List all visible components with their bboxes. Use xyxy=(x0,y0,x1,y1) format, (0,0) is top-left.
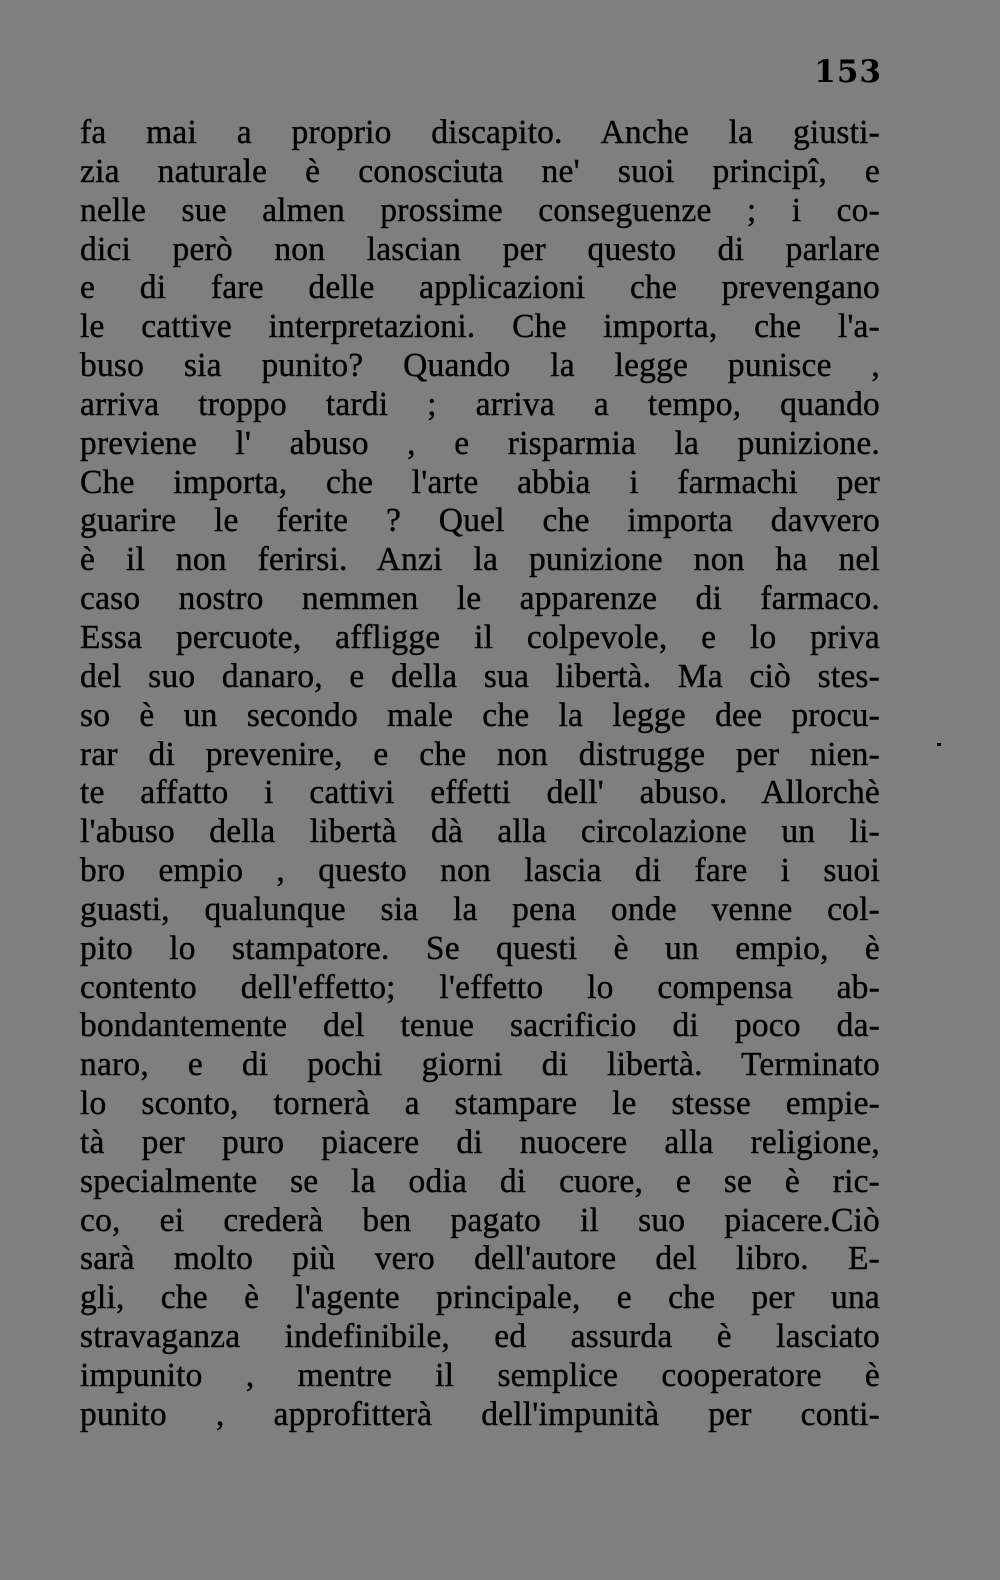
text-line: sarà molto più vero dell'autore del libro. E- xyxy=(80,1240,880,1278)
text-line: punito , approfitterà dell'impunità per conti- xyxy=(80,1395,880,1433)
text-line: caso nostro nemmen le apparenze di farmaco. xyxy=(80,580,880,618)
text-line: nelle sue almen prossime conseguenze ; i co- xyxy=(80,191,880,229)
text-line: Che importa, che l'arte abbia i farmachi per xyxy=(80,463,880,501)
text-line: fa mai a proprio discapito. Anche la giusti- xyxy=(80,114,880,151)
text-line: bro empio , questo non lascia di fare i suoi xyxy=(80,852,880,890)
text-line: è il non ferirsi. Anzi la punizione non ha nel xyxy=(80,541,880,579)
text-line: stravaganza indefinibile, ed assurda è lasciato xyxy=(80,1318,880,1356)
text-line: impunito , mentre il semplice cooperatore è xyxy=(80,1357,880,1394)
text-line: contento dell'effetto; l'effetto lo compensa ab- xyxy=(80,968,880,1006)
text-line: Essa percuote, affligge il colpevole, e lo priva xyxy=(80,618,880,656)
text-line: naro, e di pochi giorni di libertà. Terminato xyxy=(80,1046,880,1084)
body-text xyxy=(80,114,880,1435)
text-line: guarire le ferite ? Quel che importa davvero xyxy=(80,502,880,540)
text-line: tà per puro piacere di nuocere alla religione, xyxy=(80,1123,880,1161)
text-line: le cattive interpretazioni. Che importa, che l'a- xyxy=(80,308,880,346)
text-line: e di fare delle applicazioni che prevengano xyxy=(80,269,880,307)
text-line: buso sia punito? Quando la legge punisce , xyxy=(80,347,880,385)
text-line: dici però non lascian per questo di parlare xyxy=(80,230,880,268)
text-line: so è un secondo male che la legge dee procu- xyxy=(80,696,880,734)
scan-speck xyxy=(937,743,941,746)
text-line: arriva troppo tardi ; arriva a tempo, quando xyxy=(80,385,880,423)
page-number: 153 xyxy=(814,54,882,90)
text-line: guasti, qualunque sia la pena onde venne col- xyxy=(80,890,880,928)
text-line: gli, che è l'agente principale, e che per una xyxy=(80,1279,880,1317)
text-line: lo sconto, tornerà a stampare le stesse empie- xyxy=(80,1085,880,1123)
text-line: te affatto i cattivi effetti dell' abuso. Allorchè xyxy=(80,774,880,812)
text-line: pito lo stampatore. Se questi è un empio, è xyxy=(80,929,880,967)
text-line: specialmente se la odia di cuore, e se è ric- xyxy=(80,1162,880,1200)
text-line: co, ei crederà ben pagato il suo piacere.Ciò xyxy=(80,1201,880,1239)
text-line: del suo danaro, e della sua libertà. Ma ciò stes- xyxy=(80,657,880,695)
text-line: bondantemente del tenue sacrificio di poco da- xyxy=(80,1007,880,1045)
text-line: previene l' abuso , e risparmia la punizione. xyxy=(80,424,880,462)
text-line: l'abuso della libertà dà alla circolazione un li- xyxy=(80,813,880,851)
text-line: zia naturale è conosciuta ne' suoi principî, e xyxy=(80,152,880,190)
text-line: rar di prevenire, e che non distrugge per nien- xyxy=(80,735,880,773)
